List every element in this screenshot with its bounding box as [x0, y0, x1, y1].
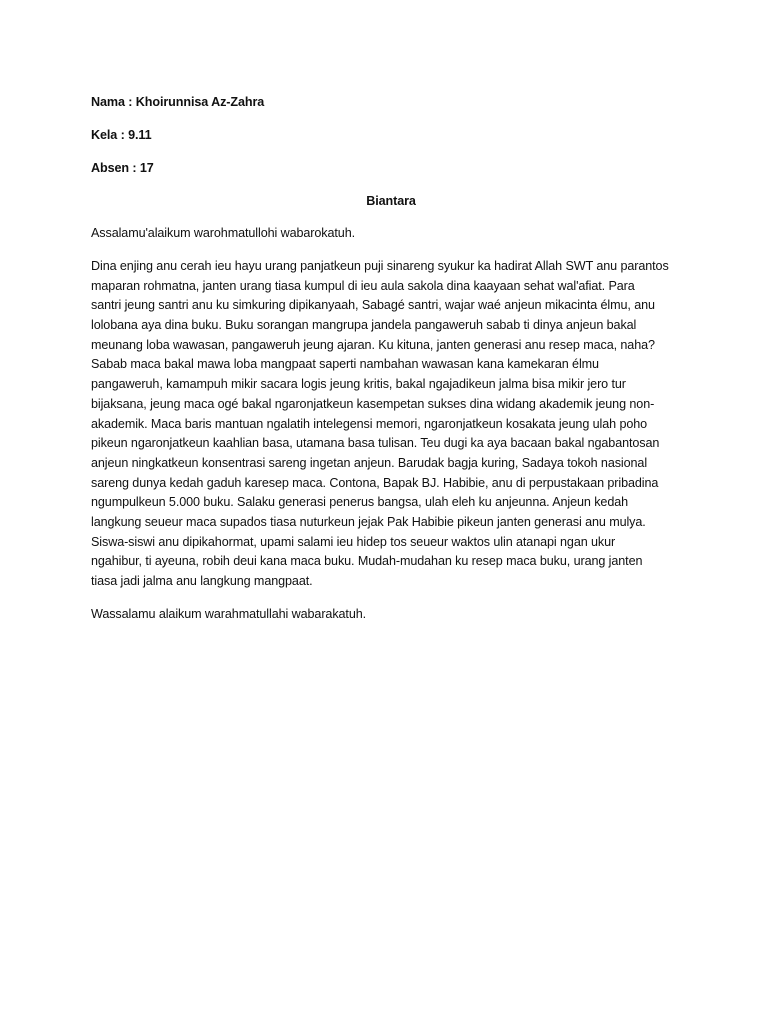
- body-line: santri jeung santri anu ku simkuring dipikanyaah, Sabagé santri, wajar waé anjeun mikacinta élmu, anu: [91, 298, 655, 313]
- body-line: lolobana aya dina buku. Buku sorangan mangrupa jandela pangaweruh sabab ti dinya anjeun bakal: [91, 318, 637, 333]
- body-line: akademik. Maca baris mantuan ngalatih intelegensi memori, ngaronjatkeun kosakata jeung ulah poho: [91, 416, 648, 431]
- document-title: Biantara: [366, 194, 416, 208]
- body-line: Siswa-siswi anu dipikahormat, upami salami ieu hidep tos seueur waktos ulin atanapi ngan ukur: [91, 534, 616, 549]
- body-line: pikeun ngaronjatkeun kaahlian basa, utamana basa tulisan. Teu dugi ka aya bacaan bakal ngabantosan: [91, 436, 660, 451]
- student-name: Nama : Khoirunnisa Az-Zahra: [91, 95, 265, 109]
- body-line: sareng dunya kedah gaduh karesep maca. Contona, Bapak BJ. Habibie, anu di perpustakaan pribadina: [91, 475, 659, 490]
- body-line: Dina enjing anu cerah ieu hayu urang panjatkeun puji sinareng syukur ka hadirat Allah SWT anu parantos: [91, 259, 669, 273]
- student-number: Absen : 17: [91, 161, 154, 175]
- body-line: pangaweruh, kamampuh mikir sacara logis jeung kritis, bakal ngajadikeun jalma bisa mikir jero tur: [91, 377, 626, 392]
- body-line: bijaksana, jeung maca ogé bakal ngaronjatkeun kasempetan sukses dina widang akademik jeung non-: [91, 396, 655, 411]
- body-line: anjeun ningkatkeun konsentrasi sareng ingetan anjeun. Barudak bagja kuring, Sadaya tokoh nasional: [91, 455, 648, 470]
- document-page: [91, 92, 691, 637]
- body-line: ngumpulkeun 5.000 buku. Salaku generasi penerus bangsa, ulah eleh ku anjeunna. Anjeun kedah: [91, 495, 629, 510]
- body-line: Sabab maca bakal mawa loba mangpaat saperti nambahan wawasan kana kamekaran élmu: [91, 357, 599, 372]
- body-line: meunang loba wawasan, pangaweruh jeung ajaran. Ku kituna, janten generasi anu resep maca, naha?: [91, 337, 655, 352]
- body-line: langkung seueur maca supados tiasa nuturkeun jejak Pak Habibie pikeun janten generasi anu mulya.: [91, 514, 646, 529]
- closing-greeting: Wassalamu alaikum warahmatullahi wabarakatuh.: [91, 606, 367, 621]
- opening-greeting: Assalamu'alaikum warohmatullohi wabarokatuh.: [91, 226, 356, 240]
- student-class: Kela : 9.11: [91, 128, 152, 142]
- body-line: maparan rohmatna, janten urang tiasa kumpul di ieu aula sakola dina kaayaan sehat wal'afiat. Para: [91, 278, 635, 293]
- body-line: ngahibur, ti ayeuna, robih deui kana maca buku. Mudah-mudahan ku resep maca buku, urang janten: [91, 554, 643, 569]
- body-line: tiasa jadi jalma anu langkung mangpaat.: [91, 574, 313, 588]
- speech-body: [91, 256, 691, 591]
